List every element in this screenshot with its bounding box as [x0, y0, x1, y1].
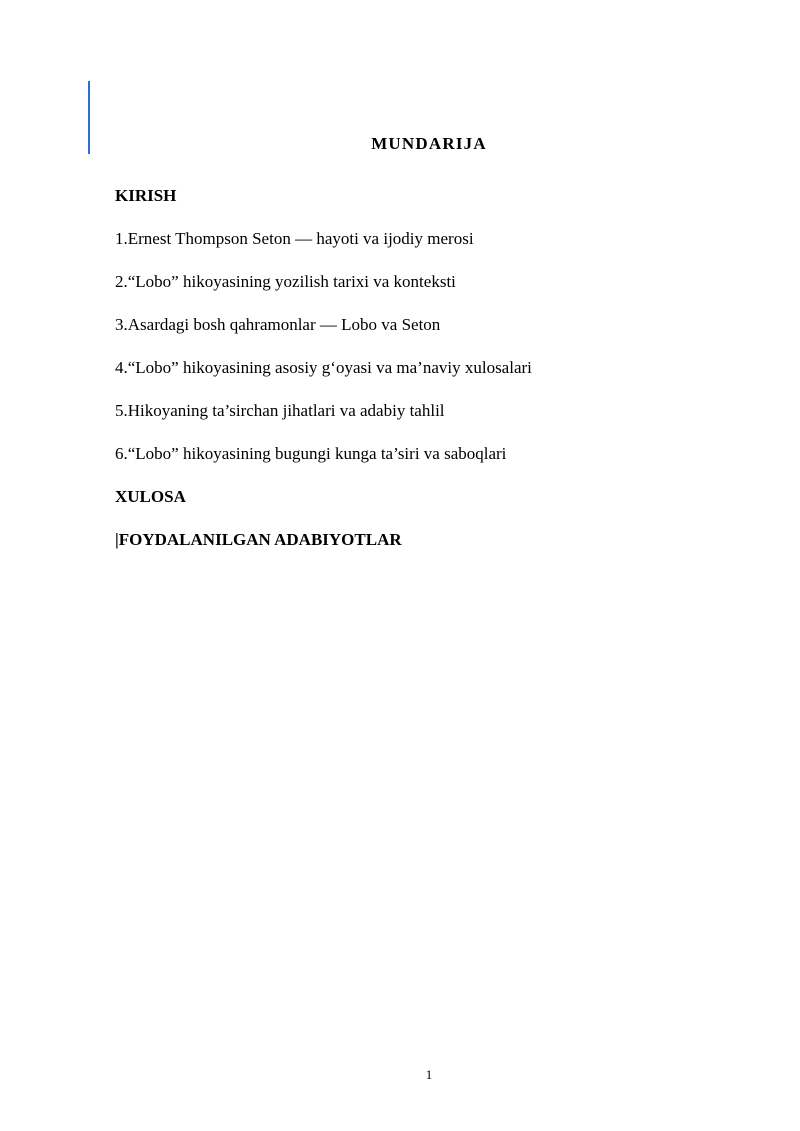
- toc-item-xulosa: XULOSA: [115, 487, 186, 506]
- toc-item-4: 4.“Lobo” hikoyasining asosiy g‘oyasi va ma’naviy xulosalari: [115, 358, 532, 377]
- toc-item-1: 1.Ernest Thompson Seton — hayoti va ijodiy merosi: [115, 229, 474, 248]
- page-number: 1: [425, 1067, 433, 1082]
- toc-item-3: 3.Asardagi bosh qahramonlar — Lobo va Seton: [115, 315, 441, 334]
- toc-item-2: 2.“Lobo” hikoyasining yozilish tarixi va konteksti: [115, 272, 456, 291]
- toc-item-6: 6.“Lobo” hikoyasining bugungi kunga ta’siri va saboqlari: [115, 444, 507, 463]
- toc-item-5: 5.Hikoyaning ta’sirchan jihatlari va adabiy tahlil: [115, 401, 445, 420]
- page-title: MUNDARIJA: [371, 134, 487, 153]
- toc-item-adabiyotlar: |FOYDALANILGAN ADABIYOTLAR: [115, 530, 402, 549]
- table-of-contents: [115, 184, 755, 571]
- toc-item-kirish: KIRISH: [115, 186, 177, 205]
